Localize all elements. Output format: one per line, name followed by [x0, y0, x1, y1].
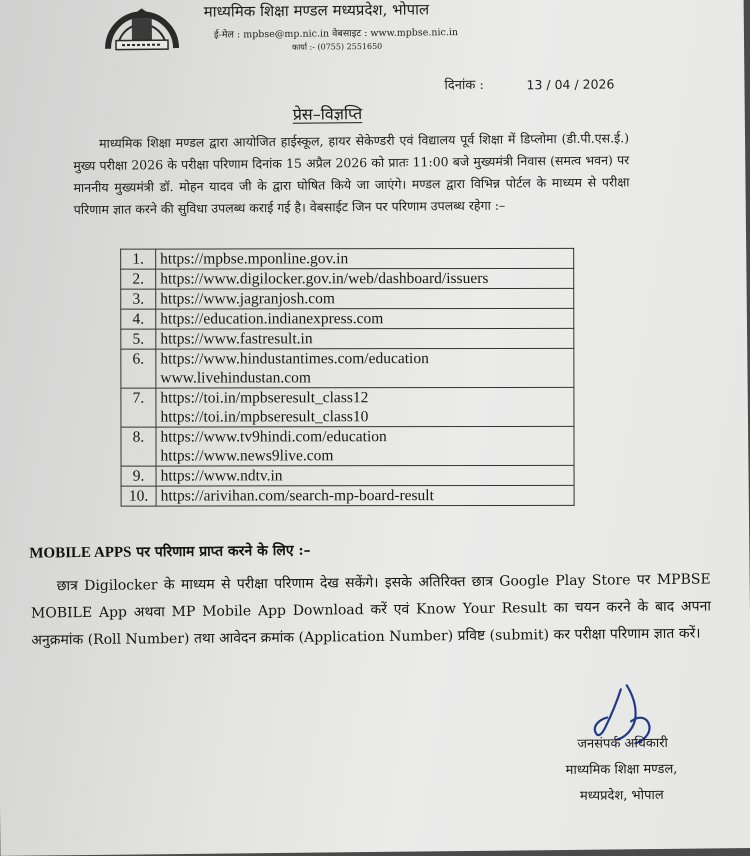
date-value: 13 / 04 / 2026 — [526, 76, 614, 92]
website-url[interactable]: https://www.hindustantimes.com/education — [160, 349, 569, 369]
website-url[interactable]: https://www.fastresult.in — [160, 329, 569, 349]
website-url-cell — [156, 465, 574, 486]
website-url[interactable]: https://www.tv9hindi.com/education — [160, 427, 569, 447]
website-serial-number: 8. — [121, 427, 156, 466]
website-serial-number: 3. — [121, 289, 156, 309]
signatory-office-line1: माध्यमिक शिक्षा मण्डल, — [566, 759, 678, 778]
website-row — [121, 387, 574, 427]
board-emblem-logo — [104, 0, 181, 53]
contact-phone: कार्या :- (0755) 2551650 — [292, 41, 382, 53]
website-url[interactable]: https://mpbse.mponline.gov.in — [160, 249, 569, 269]
press-release-title: प्रेस–विज्ञप्ति — [293, 102, 363, 125]
website-url-cell — [156, 288, 574, 309]
mobile-apps-heading — [29, 541, 310, 563]
website-row — [121, 308, 574, 329]
website-serial-number: 5. — [121, 329, 156, 349]
website-serial-number: 9. — [121, 466, 156, 486]
mobile-apps-paragraph: छात्र Digilocker के माध्यम से परीक्षा परिणाम देख सकेंगे। इसके अतिरिक्त छात्र Google Play Store पर MPBSE MOBILE App अथवा MP Mobile App Download करें एवं Know Your Result का चयन करने के बाद अपना अनुक्रमांक (Roll Number) तथा आवेदन क्रमांक (Application Number) प्रविष्ट (submit) कर परीक्षा परिणाम ज्ञात करें। — [31, 566, 712, 654]
website-row — [121, 348, 574, 388]
signatory-title: जनसंपर्क अधिकारी — [577, 733, 668, 752]
website-url-secondary[interactable]: www.livehindustan.com — [160, 368, 569, 388]
website-serial-number: 2. — [121, 269, 156, 289]
website-serial-number: 4. — [121, 309, 156, 329]
website-url-cell — [156, 426, 574, 466]
website-serial-number: 10. — [121, 486, 156, 506]
intro-paragraph: माध्यमिक शिक्षा मण्डल द्वारा आयोजित हाईस्कूल, हायर सेकेण्डरी एवं विद्यालय पूर्व शिक्षा में डिप्लोमा (डी.पी.एस.ई.) मुख्य परीक्षा 2026 के परीक्षा परिणाम दिनांक 15 अप्रैल 2026 को प्रातः 11:00 बजे मुख्यमंत्री निवास (समत्व भवन) पर माननीय मुख्यमंत्री डॉ. मोहन यादव जी के द्वारा घोषित किये जा जाएंगे। मण्डल द्वारा विभिन्न पोर्टल के माध्यम से परीक्षा परिणाम ज्ञात करने की सुविधा उपलब्ध कराई गई है। वेबसाईट जिन पर परिणाम उपलब्ध रहेगा :– — [73, 127, 630, 221]
website-serial-number: 7. — [121, 388, 156, 427]
website-row — [121, 426, 574, 466]
website-serial-number: 1. — [121, 249, 156, 269]
mobile-apps-heading-hi: पर परिणाम प्राप्त करने के लिए :– — [131, 543, 310, 561]
website-url[interactable]: https://www.jagranjosh.com — [160, 289, 569, 309]
website-url-cell — [156, 348, 574, 388]
website-url-cell — [156, 248, 574, 269]
mobile-apps-heading-en: MOBILE APPS — [29, 545, 131, 562]
date-label: दिनांक : — [444, 75, 484, 93]
website-url-secondary[interactable]: https://toi.in/mpbseresult_class10 — [160, 407, 569, 427]
website-url[interactable]: https://arivihan.com/search-mp-board-result — [161, 486, 570, 506]
website-url-cell — [156, 485, 574, 506]
website-url[interactable]: https://www.ndtv.in — [161, 466, 570, 486]
website-row — [121, 465, 574, 486]
website-url[interactable]: https://education.indianexpress.com — [160, 309, 569, 329]
website-url[interactable]: https://www.digilocker.gov.in/web/dashboard/issuers — [160, 269, 569, 289]
website-url[interactable]: https://toi.in/mpbseresult_class12 — [160, 388, 569, 408]
website-row — [121, 328, 574, 349]
website-url-cell — [156, 387, 574, 427]
website-url-secondary[interactable]: https://www.news9live.com — [161, 446, 570, 466]
website-row — [121, 485, 574, 506]
office-name: माध्यमिक शिक्षा मण्डल मध्यप्रदेश, भोपाल — [204, 0, 430, 22]
website-url-cell — [156, 308, 574, 329]
website-row — [121, 248, 574, 269]
website-row — [121, 268, 574, 289]
website-serial-number: 6. — [121, 349, 156, 388]
website-url-cell — [156, 328, 574, 349]
contact-email-website: ई-मेल : mpbse@mp.nic.in वेबसाइट : www.mpbse.nic.in — [214, 25, 458, 41]
results-websites-table — [120, 248, 574, 507]
signatory-office-line2: मध्यप्रदेश, भोपाल — [580, 785, 664, 804]
website-row — [121, 288, 574, 309]
website-url-cell — [156, 268, 574, 289]
